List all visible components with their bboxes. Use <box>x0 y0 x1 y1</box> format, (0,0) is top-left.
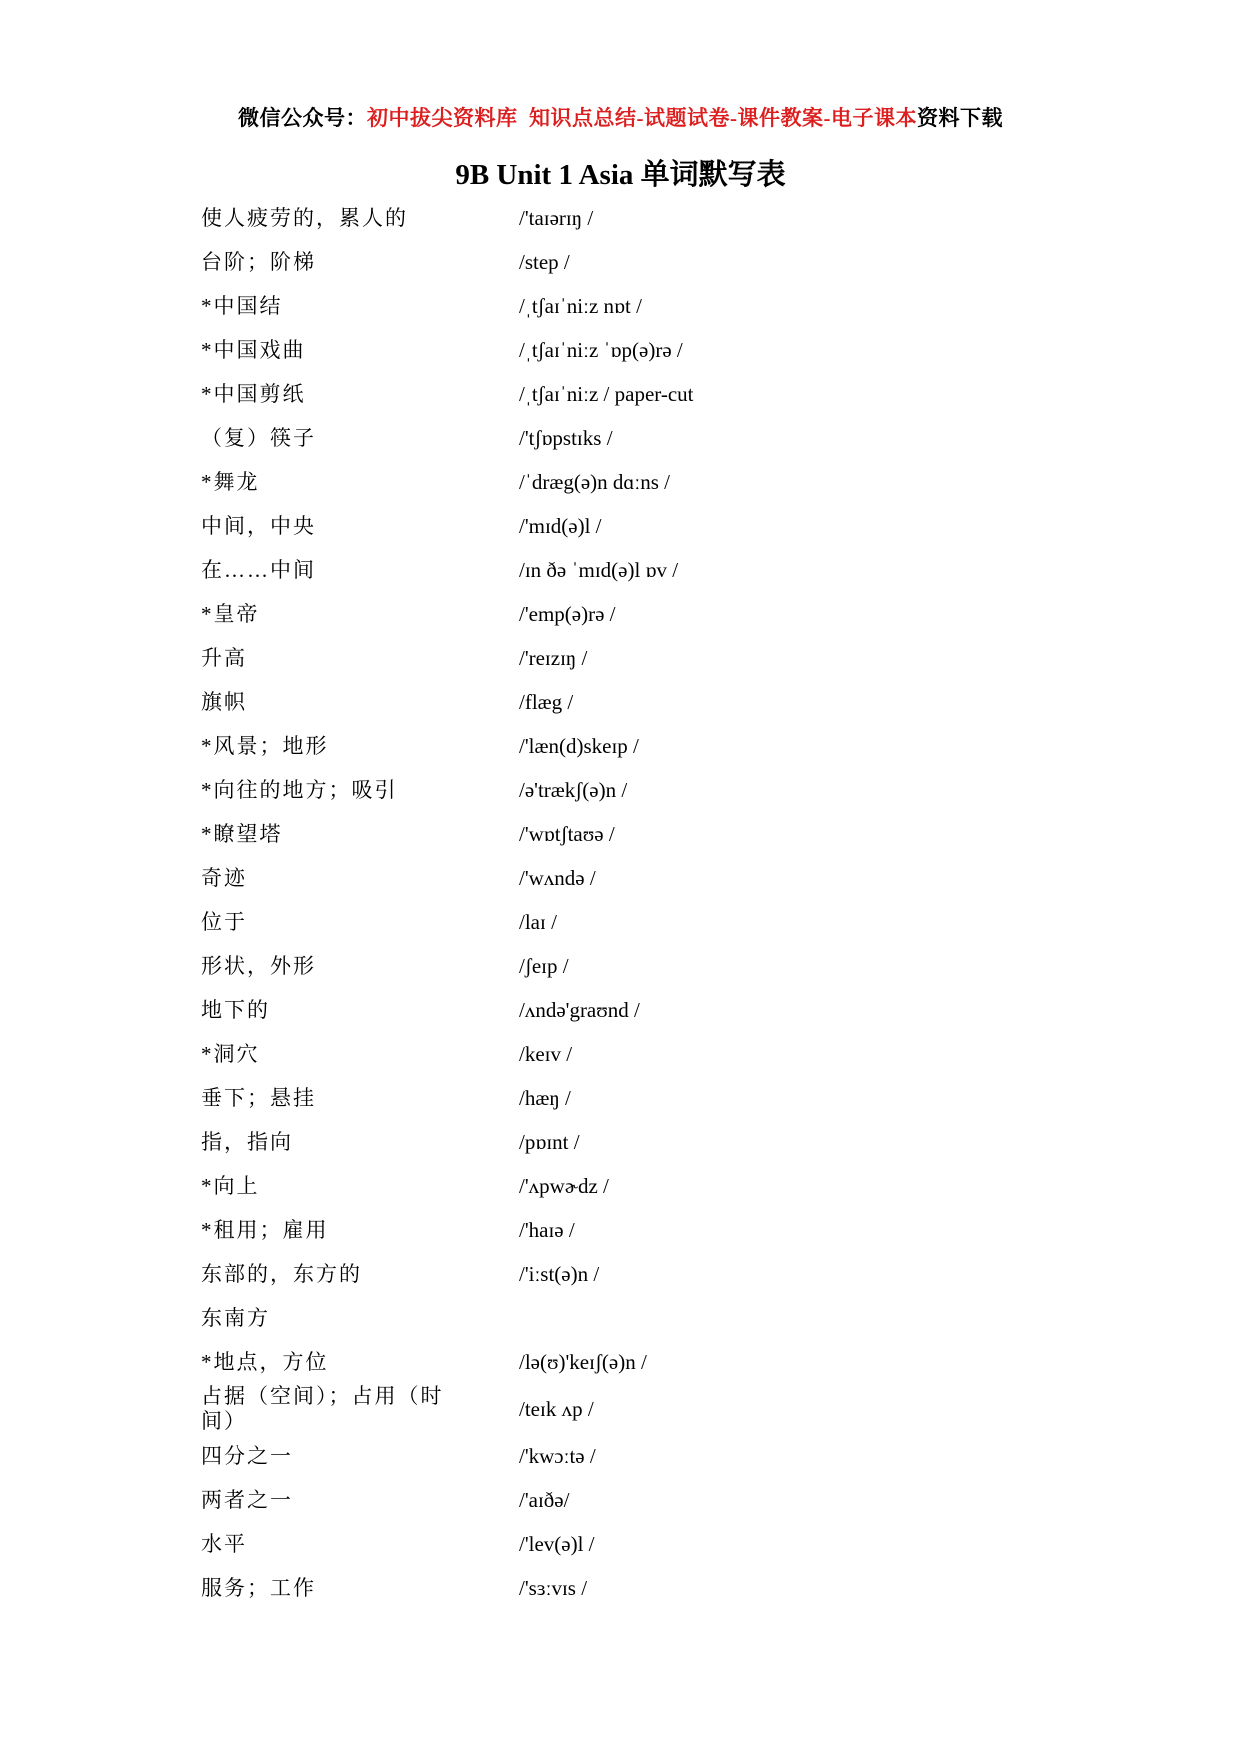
vocab-row <box>201 1076 1101 1120</box>
meaning-cell: *中国戏曲 <box>201 337 306 362</box>
phonetic-cell: /'taɪərɪŋ / <box>519 205 594 230</box>
vocab-row <box>201 1478 1101 1522</box>
meaning-cell: *向上 <box>201 1173 260 1198</box>
vocab-row <box>201 856 1101 900</box>
phonetic-cell: /ˌtʃaɪˈniːz nɒt / <box>519 293 642 318</box>
phonetic-cell: /'mɪd(ə)l / <box>519 513 602 538</box>
vocab-row <box>201 768 1101 812</box>
vocab-row <box>201 900 1101 944</box>
meaning-cell: 奇迹 <box>201 865 247 890</box>
phonetic-cell: /ɪn ðə ˈmɪd(ə)l ɒv / <box>519 557 679 582</box>
meaning-cell: 中间，中央 <box>201 513 316 538</box>
vocab-row <box>201 680 1101 724</box>
meaning-cell: 位于 <box>201 909 247 934</box>
meaning-cell: *中国结 <box>201 293 283 318</box>
phonetic-cell: /'kwɔːtə / <box>519 1443 596 1468</box>
meaning-cell: 两者之一 <box>201 1487 293 1512</box>
meaning-cell: （复）筷子 <box>201 425 316 450</box>
vocab-row <box>201 988 1101 1032</box>
meaning-cell: *瞭望塔 <box>201 821 283 846</box>
phonetic-cell: /step / <box>519 249 570 274</box>
meaning-cell: *舞龙 <box>201 469 260 494</box>
phonetic-cell: /lə(ʊ)'keɪʃ(ə)n / <box>519 1349 647 1374</box>
header-highlight: 初中拔尖资料库 知识点总结-试题试卷-课件教案-电子课本 <box>367 106 917 130</box>
vocab-table <box>201 196 1101 1610</box>
meaning-cell: *租用；雇用 <box>201 1217 329 1242</box>
vocab-row <box>201 1384 1101 1434</box>
vocab-row <box>201 636 1101 680</box>
phonetic-cell: /'lev(ə)l / <box>519 1531 595 1556</box>
phonetic-cell: /ˌtʃaɪˈniːz ˈɒp(ə)rə / <box>519 337 683 362</box>
phonetic-cell: /ˈdræg(ə)n dɑːns / <box>519 469 670 494</box>
vocab-row <box>201 328 1101 372</box>
vocab-row <box>201 1032 1101 1076</box>
meaning-cell: 地下的 <box>201 997 270 1022</box>
vocab-row <box>201 1252 1101 1296</box>
phonetic-cell: /'wɒtʃtaʊə / <box>519 821 615 846</box>
phonetic-cell: /hæŋ / <box>519 1085 571 1110</box>
phonetic-cell: /pɒɪnt / <box>519 1129 580 1154</box>
vocab-row <box>201 196 1101 240</box>
vocab-row <box>201 1296 1101 1340</box>
phonetic-cell: /teɪk ʌp / <box>519 1396 594 1421</box>
vocab-row <box>201 1566 1101 1610</box>
phonetic-cell: /'haɪə / <box>519 1217 575 1242</box>
meaning-cell: 东部的，东方的 <box>201 1261 362 1286</box>
meaning-cell: 台阶；阶梯 <box>201 249 316 274</box>
phonetic-cell: /'iːst(ə)n / <box>519 1261 600 1286</box>
page-title: 9B Unit 1 Asia 单词默写表 <box>455 159 786 191</box>
header-suffix: 资料下载 <box>916 106 1003 130</box>
phonetic-cell: /'sɜːvɪs / <box>519 1575 588 1600</box>
meaning-cell: 在……中间 <box>201 557 316 582</box>
vocab-row <box>201 548 1101 592</box>
header-prefix: 微信公众号： <box>238 106 367 130</box>
meaning-cell: 指，指向 <box>201 1129 293 1154</box>
vocab-row <box>201 1434 1101 1478</box>
meaning-cell: *向往的地方；吸引 <box>201 777 398 802</box>
phonetic-cell: /ʃeɪp / <box>519 953 569 978</box>
meaning-cell: *地点，方位 <box>201 1349 329 1374</box>
meaning-cell: *中国剪纸 <box>201 381 306 406</box>
page-header <box>0 103 1241 133</box>
vocab-row <box>201 504 1101 548</box>
meaning-cell: 使人疲劳的，累人的 <box>201 205 408 230</box>
meaning-cell: 旗帜 <box>201 689 247 714</box>
meaning-cell: 东南方 <box>201 1305 270 1330</box>
vocab-row <box>201 1120 1101 1164</box>
phonetic-cell: /keɪv / <box>519 1041 573 1066</box>
vocab-row <box>201 372 1101 416</box>
phonetic-cell: /ʌndə'graʊnd / <box>519 997 640 1022</box>
vocab-row <box>201 944 1101 988</box>
vocab-row <box>201 284 1101 328</box>
meaning-cell: *风景；地形 <box>201 733 329 758</box>
phonetic-cell: /ˌtʃaɪˈniːz / paper-cut <box>519 381 694 406</box>
phonetic-cell: /flæg / <box>519 689 574 714</box>
meaning-cell: 服务；工作 <box>201 1575 316 1600</box>
meaning-cell: 水平 <box>201 1531 247 1556</box>
phonetic-cell: /'wʌndə / <box>519 865 596 890</box>
meaning-cell: *皇帝 <box>201 601 260 626</box>
phonetic-cell: /'ʌpwɚdz / <box>519 1173 609 1198</box>
phonetic-cell: /ə'trækʃ(ə)n / <box>519 777 628 802</box>
vocab-row <box>201 1340 1101 1384</box>
vocab-row <box>201 416 1101 460</box>
meaning-cell: 形状，外形 <box>201 953 316 978</box>
phonetic-cell: /'aɪðə/ <box>519 1487 570 1512</box>
phonetic-cell: /'læn(d)skeɪp / <box>519 733 639 758</box>
vocab-row <box>201 1208 1101 1252</box>
meaning-cell: 垂下；悬挂 <box>201 1085 316 1110</box>
meaning-cell: 四分之一 <box>201 1443 293 1468</box>
vocab-row <box>201 460 1101 504</box>
meaning-cell: *洞穴 <box>201 1041 260 1066</box>
vocab-row <box>201 812 1101 856</box>
phonetic-cell: /'reɪzɪŋ / <box>519 645 588 670</box>
phonetic-cell: /laɪ / <box>519 909 557 934</box>
phonetic-cell: /'emp(ə)rə / <box>519 601 616 626</box>
vocab-row <box>201 1522 1101 1566</box>
vocab-row <box>201 592 1101 636</box>
vocab-row <box>201 240 1101 284</box>
meaning-cell: 占据（空间）；占用（时间） <box>201 1384 444 1433</box>
vocab-row <box>201 1164 1101 1208</box>
meaning-cell: 升高 <box>201 645 247 670</box>
vocab-row <box>201 724 1101 768</box>
phonetic-cell: /'tʃɒpstɪks / <box>519 425 613 450</box>
